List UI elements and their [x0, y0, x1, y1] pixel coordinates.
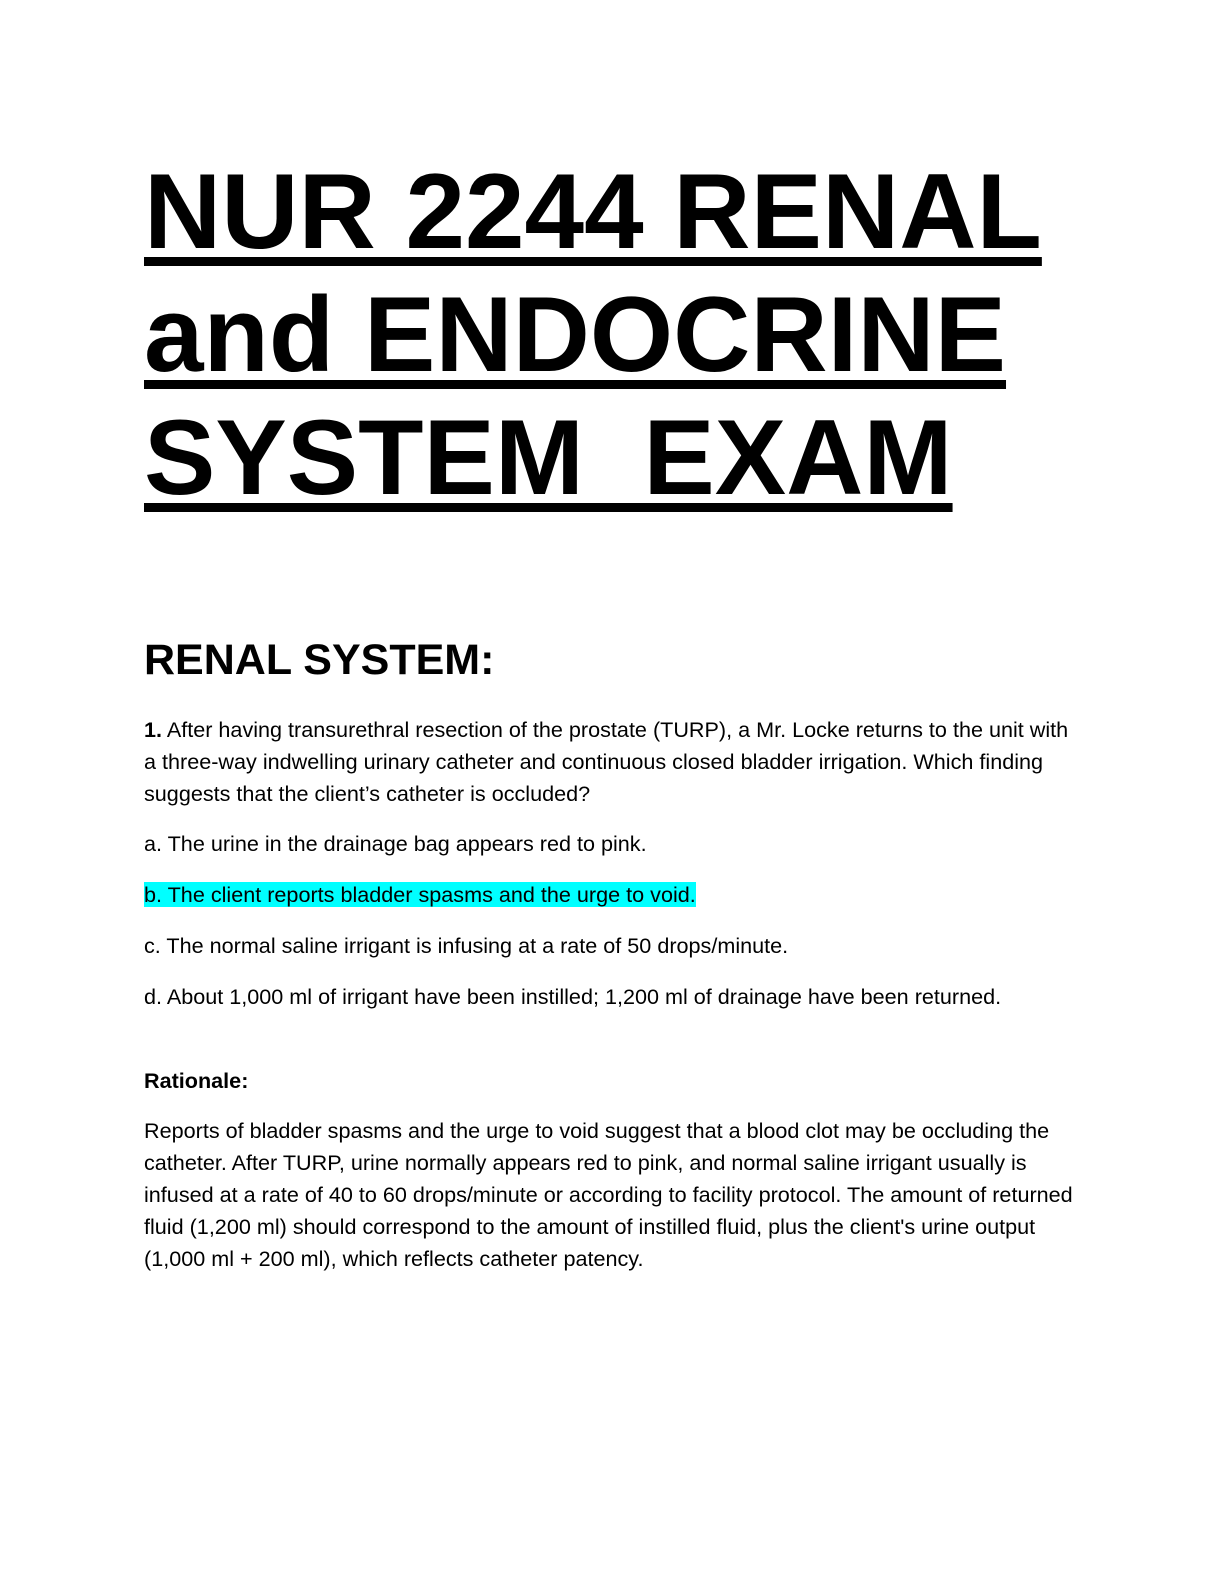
rationale-text: Reports of bladder spasms and the urge to void suggest that a blood clot may be occluding the catheter. After TURP, urine normally appears red to pink, and normal saline irrigant usually is infused at a rate of 40 to 60 drops/minute or according to facility protocol. The amount of returned fluid (1,200 ml) should correspond to the amount of instilled fluid, plus the client's urine output (1,000 ml + 200 ml), which reflects catheter patency. [144, 1118, 1073, 1271]
title-line-text: and ENDOCRINE [144, 274, 1007, 394]
title-line [144, 396, 1042, 519]
answer-option-c [144, 930, 1084, 962]
title-line-text: SYSTEM EXAM [144, 397, 953, 517]
answer-option-text: d. About 1,000 ml of irrigant have been instilled; 1,200 ml of drainage have been returned. [144, 984, 1002, 1009]
title-line [144, 150, 1042, 273]
answer-option-a [144, 828, 1084, 860]
answer-option-text: c. The normal saline irrigant is infusing at a rate of 50 drops/minute. [144, 933, 789, 958]
question-text: After having transurethral resection of the prostate (TURP), a Mr. Locke returns to the unit with a three-way indwelling urinary catheter and continuous closed bladder irrigation. Which finding suggests that the client’s catheter is occluded? [144, 717, 1069, 806]
question-1 [144, 714, 1084, 810]
document-title [144, 150, 1042, 519]
correct-answer-highlight: b. The client reports bladder spasms and the urge to void. [144, 882, 696, 907]
answer-option-b [144, 879, 1084, 911]
section-heading: RENAL SYSTEM: [144, 636, 495, 684]
answer-option-d [144, 981, 1084, 1013]
answer-option-text: a. The urine in the drainage bag appears red to pink. [144, 831, 647, 856]
title-line [144, 273, 1042, 396]
rationale-label: Rationale: [144, 1068, 249, 1093]
title-line-text: NUR 2244 RENAL [144, 151, 1042, 271]
question-number: 1. [144, 717, 163, 742]
